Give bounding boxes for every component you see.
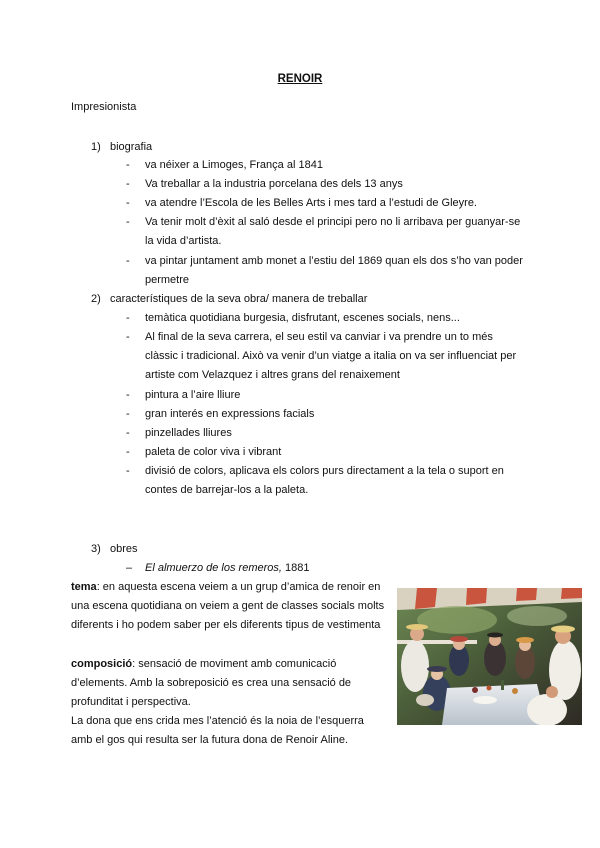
bullet-text: Va treballar a la industria porcelana des dels 13 anys xyxy=(145,178,403,190)
bullet-marker: - xyxy=(126,159,130,171)
bullet-text: gran interés en expressions facials xyxy=(145,408,315,420)
section-3-heading: 3) obres xyxy=(91,543,138,555)
bullet-text: temàtica quotidiana burgesia, disfrutant, escenes socials, nens... xyxy=(145,312,460,324)
work-dash: – xyxy=(126,562,133,574)
composicio-line: amb el gos qui resulta ser la futura dona de Renoir Aline. xyxy=(71,734,348,746)
composicio-line: composició: sensació de moviment amb comunicació xyxy=(71,658,337,670)
bullet-text-continued: permetre xyxy=(145,274,190,286)
subtitle: Impresionista xyxy=(71,101,137,113)
composicio-line: d’elements. Amb la sobreposició es crea una sensació de xyxy=(71,677,352,689)
bullet-text: va atendre l’Escola de les Belles Arts i mes tard a l’estudi de Gleyre. xyxy=(145,197,477,209)
bullet-text: va néixer a Limoges, França al 1841 xyxy=(145,159,323,171)
bullet-marker: - xyxy=(126,389,130,401)
work-title-line xyxy=(145,561,309,576)
tema-label: tema xyxy=(71,581,97,593)
bullet-text-continued: contes de barrejar-los a la paleta. xyxy=(145,484,309,496)
bullet-marker: - xyxy=(126,255,130,267)
painting-image xyxy=(397,588,582,725)
bullet-marker: - xyxy=(126,331,130,343)
bullet-marker: - xyxy=(126,465,130,477)
bullet-text: paleta de color viva i vibrant xyxy=(145,446,282,458)
bullet-marker: - xyxy=(126,197,130,209)
bullet-text: pintura a l’aire lliure xyxy=(145,389,241,401)
section-2-heading: 2) característiques de la seva obra/ manera de treballar xyxy=(91,293,368,305)
bullet-marker: - xyxy=(126,312,130,324)
bullet-text-continued: la vida d’artista. xyxy=(145,235,222,247)
composicio-line: La dona que ens crida mes l’atenció és la noia de l’esquerra xyxy=(71,715,364,727)
work-title: El almuerzo de los remeros, xyxy=(145,562,282,574)
bullet-text: Al final de la seva carrera, el seu estil va canviar i va prendre un to més xyxy=(145,331,493,343)
bullet-marker: - xyxy=(126,178,130,190)
composicio-line: profunditat i perspectiva. xyxy=(71,696,191,708)
bullet-marker: - xyxy=(126,427,130,439)
bullet-marker: - xyxy=(126,408,130,420)
bullet-marker: - xyxy=(126,216,130,228)
tema-line: una escena quotidiana on veiem a gent de classes socials molts xyxy=(71,600,385,612)
composicio-label: composició xyxy=(71,658,133,670)
bullet-text: va pintar juntament amb monet a l’estiu del 1869 quan els dos s’ho van poder xyxy=(145,255,523,267)
bullet-text-continued: clàssic i tradicional. Això va venir d’un viatge a italia on va ser influenciat per xyxy=(145,350,517,362)
bullet-text: Va tenir molt d’èxit al saló desde el principi pero no li arribava per guanyar-se xyxy=(145,216,521,228)
tema-line: tema: en aquesta escena veiem a un grup d’amica de renoir en xyxy=(71,581,381,593)
work-year: 1881 xyxy=(281,562,310,574)
bullet-text: pinzellades lliures xyxy=(145,427,232,439)
page-title: RENOIR xyxy=(277,73,323,85)
bullet-text-continued: artiste com Velazquez i altres grans del renaixement xyxy=(145,369,400,381)
section-1-heading: 1) biografia xyxy=(91,141,153,153)
bullet-marker: - xyxy=(126,446,130,458)
tema-line: diferents i ho podem saber per els diferents tipus de vestimenta xyxy=(71,619,381,631)
bullet-text: divisió de colors, aplicava els colors purs directament a la tela o suport en xyxy=(145,465,504,477)
